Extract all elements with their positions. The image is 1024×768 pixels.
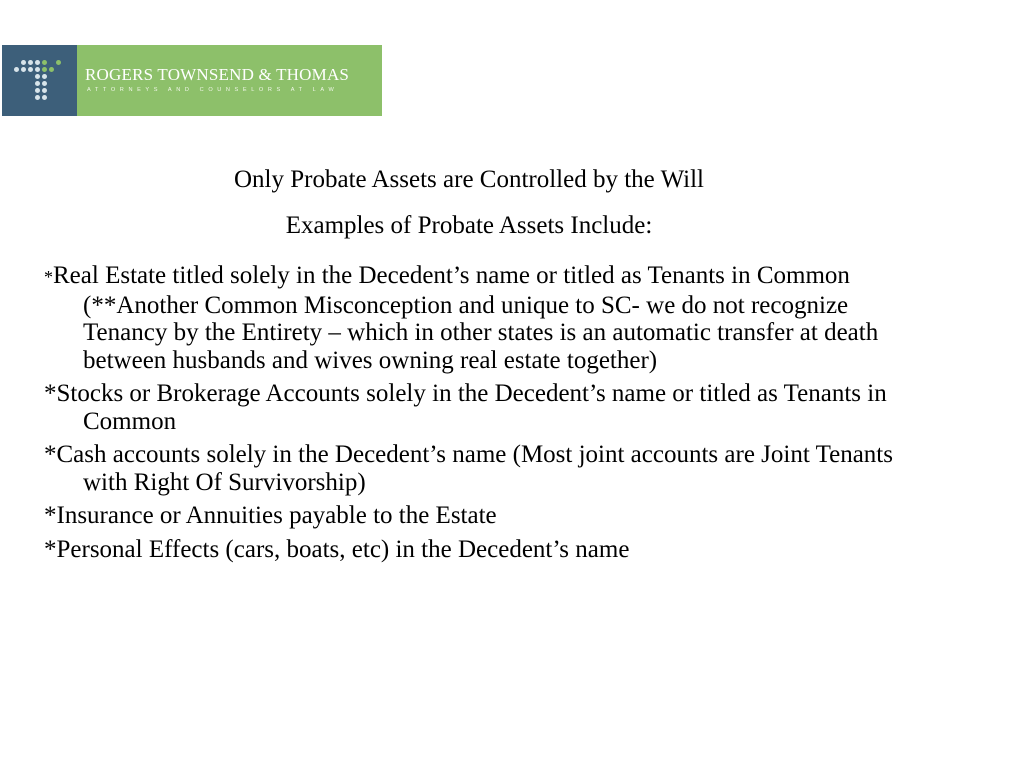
list-item-text: Insurance or Annuities payable to the Estate: [56, 502, 497, 529]
list-item-text: Stocks or Brokerage Accounts solely in the Decedent’s name or titled as Tenants in Common: [56, 380, 887, 435]
list-item: [44, 380, 924, 435]
list-item-text: Cash accounts solely in the Decedent’s name (Most joint accounts are Joint Tenants with Right Of Survivorship): [56, 441, 893, 496]
firm-tagline: ATTORNEYS AND COUNSELORS AT LAW: [87, 87, 339, 93]
slide-title: Only Probate Assets are Controlled by the Will: [234, 166, 704, 193]
list-item: [44, 262, 924, 374]
logo-text-band: [77, 45, 382, 116]
bullet-asterisk: *: [44, 502, 57, 529]
firm-name: ROGERS TOWNSEND & THOMAS: [85, 65, 350, 84]
logo-dot-mark-icon: [2, 45, 77, 116]
list-item: [44, 441, 924, 496]
list-item-text: Real Estate titled solely in the Decedent’s name or titled as Tenants in Common (**Another Common Misconception and unique to SC- we do not recognize Tenancy by the Entirety – which in other states is an automatic transfer at death between husbands and wives owning real estate together): [53, 262, 879, 374]
bullet-asterisk: *: [44, 267, 53, 287]
bullet-asterisk: *: [44, 380, 57, 407]
bullet-asterisk: *: [44, 441, 57, 468]
list-item: [44, 502, 924, 530]
list-item: [44, 536, 924, 564]
bullet-asterisk: *: [44, 535, 57, 563]
probate-asset-list: [44, 262, 924, 569]
slide-subtitle: Examples of Probate Assets Include:: [285, 212, 653, 239]
firm-logo: [2, 45, 382, 116]
list-item-text: Personal Effects (cars, boats, etc) in the Decedent’s name: [56, 535, 630, 563]
